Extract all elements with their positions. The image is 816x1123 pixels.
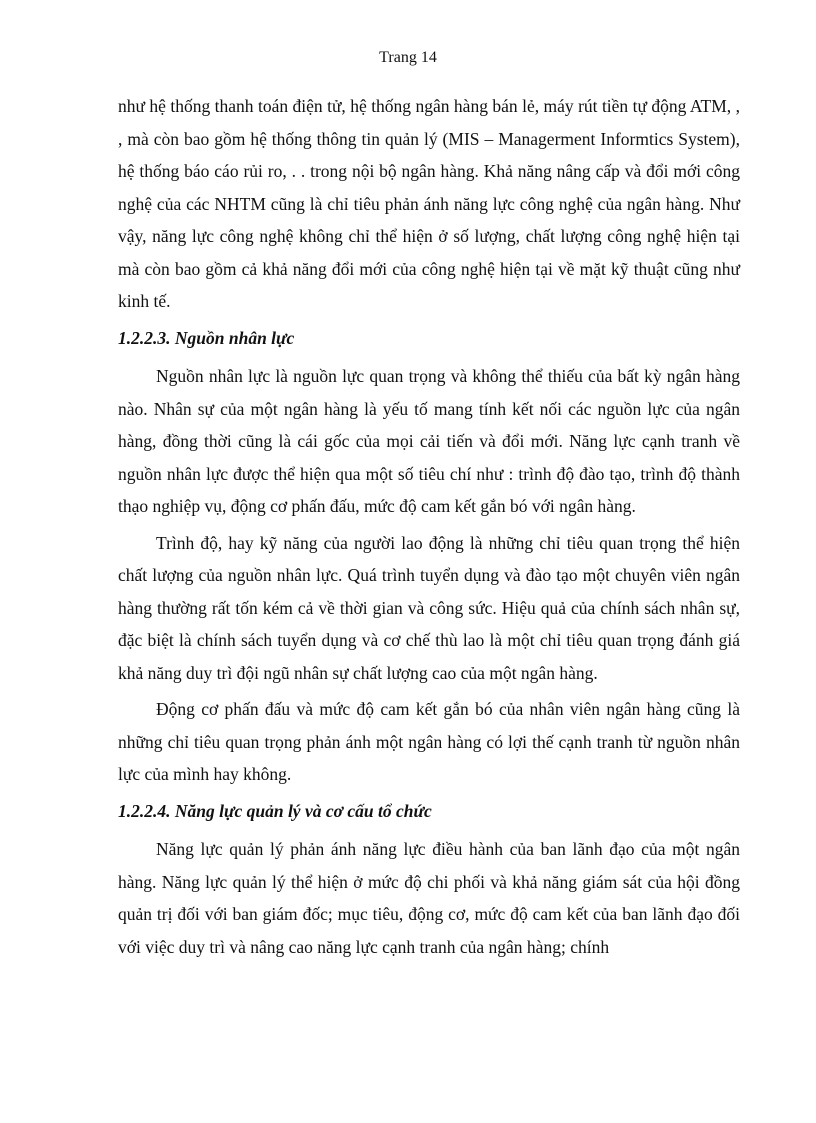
- paragraph-continued: như hệ thống thanh toán điện tử, hệ thống ngân hàng bán lẻ, máy rút tiền tự động ATM, , , mà còn bao gồm hệ thống thông tin quản lý (MIS – Managerment Informtics System), hệ thống báo cáo rủi ro, . . trong nội bộ ngân hàng. Khả năng nâng cấp và đổi mới công nghệ của các NHTM cũng là chỉ tiêu phản ánh năng lực công nghệ của ngân hàng. Như vậy, năng lực công nghệ không chỉ thể hiện ở số lượng, chất lượng công nghệ hiện tại mà còn bao gồm cả khả năng đổi mới của công nghệ hiện tại về mặt kỹ thuật cũng như kinh tế.: [118, 96, 740, 311]
- section-heading-human-resources: 1.2.2.3. Nguồn nhân lực: [118, 327, 295, 348]
- paragraph-human-resources-2: Trình độ, hay kỹ năng của người lao động là những chỉ tiêu quan trọng thể hiện chất lượng của nguồn nhân lực. Quá trình tuyển dụng và đào tạo một chuyên viên ngân hàng thường rất tốn kém cả về thời gian và công sức. Hiệu quả của chính sách nhân sự, đặc biệt là chính sách tuyển dụng và cơ chế thù lao là một chỉ tiêu quan trọng đánh giá khả năng duy trì đội ngũ nhân sự chất lượng cao của một ngân hàng.: [118, 532, 740, 683]
- paragraph-management-capacity-1: Năng lực quản lý phản ánh năng lực điều hành của ban lãnh đạo của một ngân hàng. Năng lực quản lý thể hiện ở mức độ chi phối và khả năng giám sát của hội đồng quản trị đối với ban giám đốc; mục tiêu, động cơ, mức độ cam kết của ban lãnh đạo đối với việc duy trì và nâng cao năng lực cạnh tranh của ngân hàng; chính: [118, 839, 740, 957]
- section-heading-management-capacity: 1.2.2.4. Năng lực quản lý và cơ cấu tổ chức: [118, 800, 432, 821]
- page-number-header: Trang 14: [379, 49, 437, 66]
- document-body: [118, 90, 740, 967]
- paragraph-human-resources-1: Nguồn nhân lực là nguồn lực quan trọng và không thể thiếu của bất kỳ ngân hàng nào. Nhân sự của một ngân hàng là yếu tố mang tính kết nối các nguồn lực của ngân hàng, đồng thời cũng là cái gốc của mọi cải tiến và đổi mới. Năng lực cạnh tranh về nguồn nhân lực được thể hiện qua một số tiêu chí như : trình độ đào tạo, trình độ thành thạo nghiệp vụ, động cơ phấn đấu, mức độ cam kết gắn bó với ngân hàng.: [118, 366, 740, 516]
- paragraph-human-resources-3: Động cơ phấn đấu và mức độ cam kết gắn bó của nhân viên ngân hàng cũng là những chỉ tiêu quan trọng phản ánh một ngân hàng có lợi thế cạnh tranh từ nguồn nhân lực của mình hay không.: [118, 699, 740, 784]
